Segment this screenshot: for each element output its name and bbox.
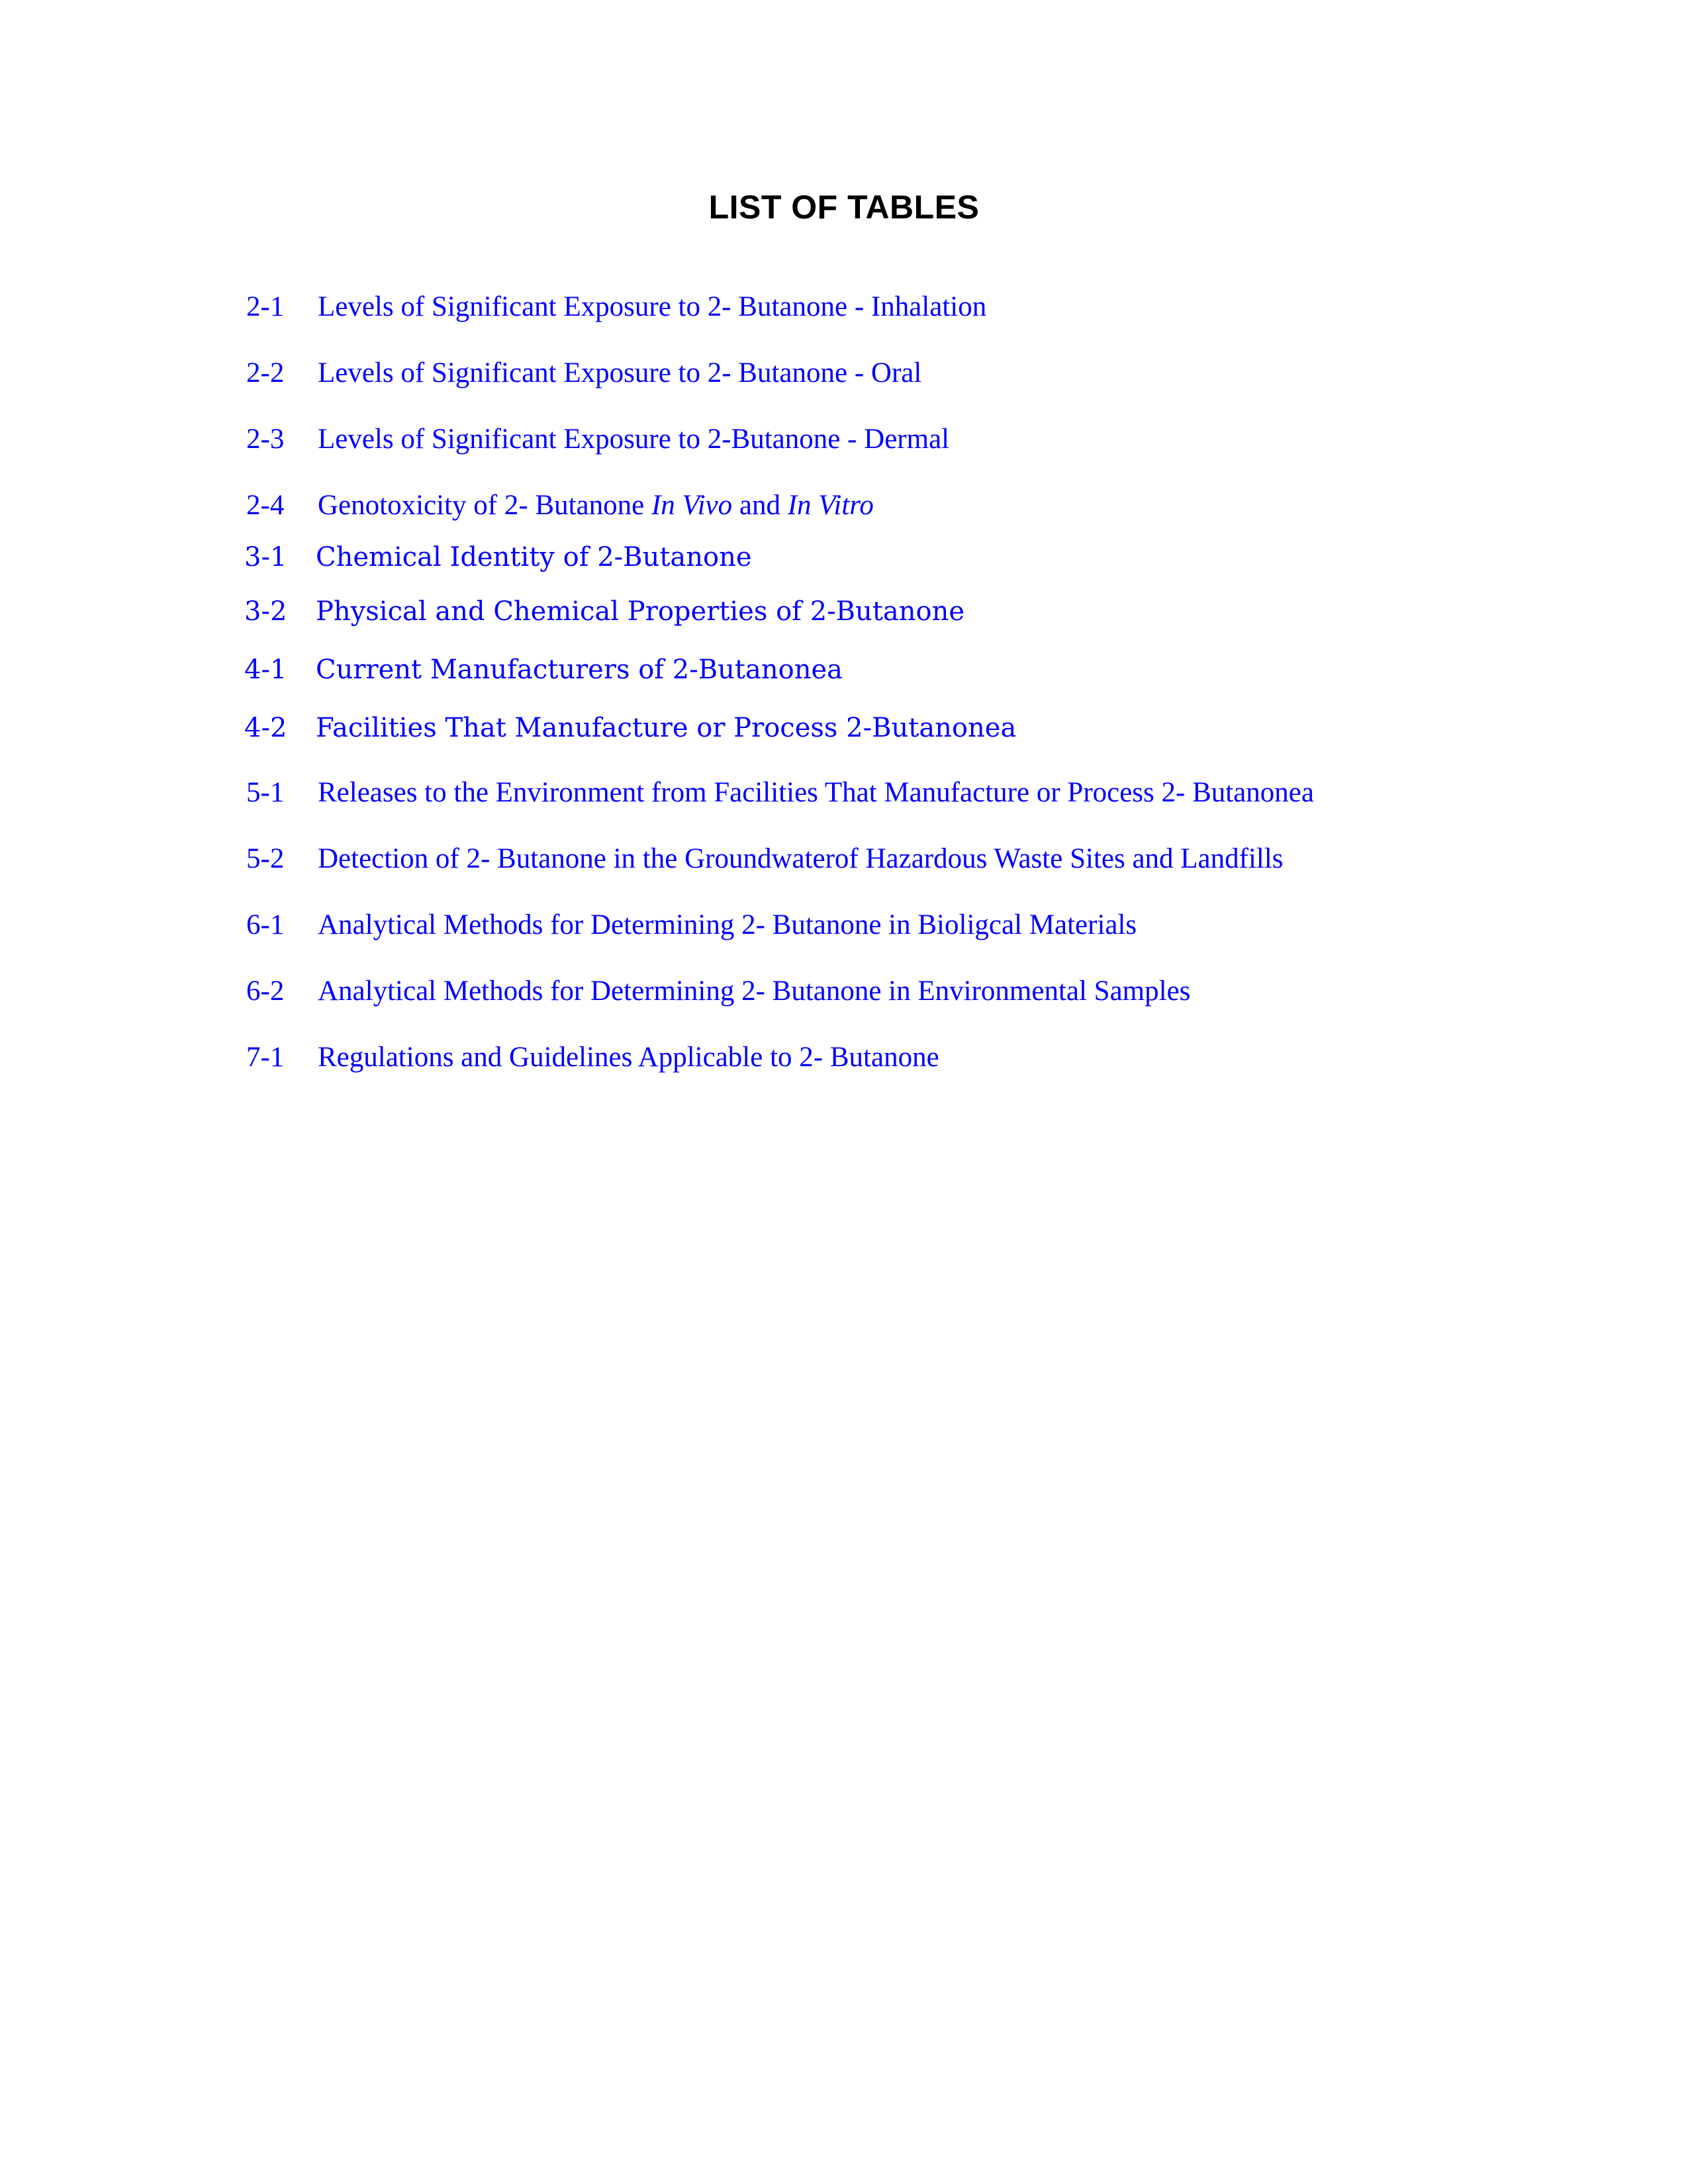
table-number: 4-2 xyxy=(244,713,287,743)
table-title: Levels of Significant Exposure to 2- Butanone - Oral xyxy=(318,357,922,388)
table-title xyxy=(318,488,874,523)
table-number: 5-1 xyxy=(246,777,285,808)
table-number: 2-1 xyxy=(246,291,285,322)
title-text: Genotoxicity of 2- Butanone xyxy=(318,490,651,521)
table-title: Detection of 2- Butanone in the Groundwaterof Hazardous Waste Sites and Landfills xyxy=(318,843,1284,874)
table-title: Chemical Identity of 2-Butanone xyxy=(316,542,752,572)
table-title: Analytical Methods for Determining 2- Butanone in Bioligcal Materials xyxy=(318,909,1137,940)
table-title: Releases to the Environment from Facilities That Manufacture or Process 2- Butanonea xyxy=(318,777,1314,808)
table-title: Current Manufacturers of 2-Butanonea xyxy=(316,655,843,685)
title-text: and xyxy=(732,490,788,521)
table-title: Regulations and Guidelines Applicable to 2- Butanone xyxy=(318,1042,939,1073)
table-number: 3-2 xyxy=(244,596,287,627)
table-title: Levels of Significant Exposure to 2-Butanone - Dermal xyxy=(318,424,950,455)
table-title: Levels of Significant Exposure to 2- Butanone - Inhalation xyxy=(318,291,987,322)
table-title: Analytical Methods for Determining 2- Butanone in Environmental Samples xyxy=(318,976,1191,1007)
table-number: 3-1 xyxy=(244,542,287,572)
title-italic-in-vivo: In Vivo xyxy=(651,490,733,521)
table-number: 7-1 xyxy=(246,1042,285,1073)
page-title: LIST OF TABLES xyxy=(708,189,980,226)
table-title: Physical and Chemical Properties of 2-Butanone xyxy=(316,596,965,627)
table-number: 2-4 xyxy=(246,490,285,521)
table-number: 4-1 xyxy=(244,655,287,685)
title-italic-in-vitro: In Vitro xyxy=(787,490,874,521)
table-number: 6-1 xyxy=(246,909,285,940)
table-number: 2-2 xyxy=(246,357,285,388)
table-number: 6-2 xyxy=(246,976,285,1007)
table-number: 5-2 xyxy=(246,843,285,874)
table-title: Facilities That Manufacture or Process 2-Butanonea xyxy=(316,713,1017,743)
table-number: 2-3 xyxy=(246,424,285,455)
